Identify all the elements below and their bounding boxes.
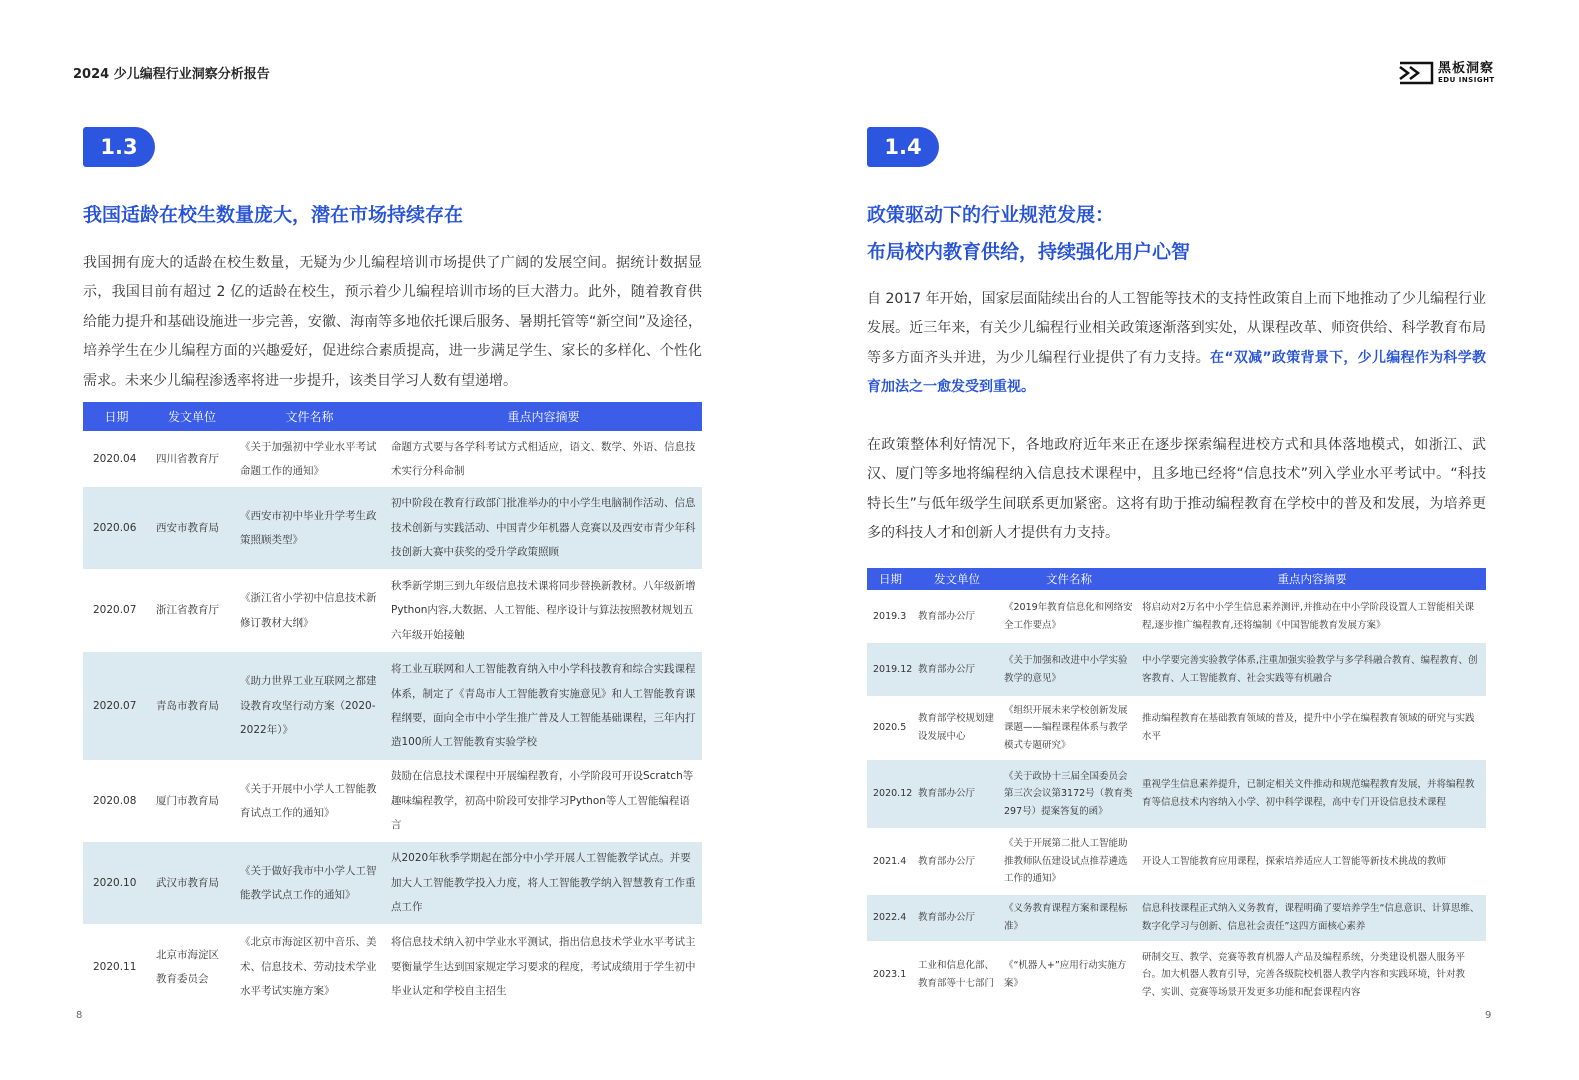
cell-summary: 推动编程教育在基础教育领域的普及，提升中小学在编程教育领域的研究与实践水平 <box>1142 713 1475 742</box>
cell-doc: 《2019年教育信息化和网络安全工作要点》 <box>1004 601 1133 631</box>
table-row <box>83 487 702 569</box>
section-heading-left: 我国适龄在校生数量庞大，潜在市场持续存在 <box>83 204 464 226</box>
brand-logo-icon <box>1398 61 1434 85</box>
cell-doc: 《北京市海淀区初中音乐、美术、信息技术、劳动技术学业水平考试实施方案》 <box>240 936 377 998</box>
cell-doc: 《关于政协十三届全国委员会第三次会议第3172号（教育类297号）提案答复的函》 <box>1004 770 1133 817</box>
cell-summary: 将启动对2万名中小学生信息素养测评,并推动在中小学阶段设置人工智能相关课程,逐步推广编程教育,还将编制《中国智能教育发展方案》 <box>1142 601 1475 631</box>
cell-doc: 《义务教育课程方案和课程标准》 <box>1004 903 1128 932</box>
table-header-row <box>83 402 702 431</box>
table-row <box>867 590 1486 643</box>
cell-summary: 将工业互联网和人工智能教育纳入中小学科技教育和综合实践课程体系，制定了《青岛市人工智能教育实施意见》和人工智能教育课程纲要，面向全市中小学生推广普及人工智能基础课程，三年内打造100所人工智能教育实验学校 <box>391 663 696 749</box>
cell-date: 2021.4 <box>873 855 907 867</box>
cell-summary: 研制交互、教学、竞赛等教育机器人产品及编程系统，分类建设机器人服务平台。加大机器人教育引导，完善各级院校机器人教学内容和实践环境，针对教学、实训、竞赛等场景开发更多功能和配套课程内容 <box>1142 951 1466 998</box>
cell-summary: 将信息技术纳入初中学业水平测试，指出信息技术学业水平考试主要衡量学生达到国家规定学习要求的程度，考试成绩用于学生初中毕业认定和学校自主招生 <box>391 936 696 998</box>
page-number-right: 9 <box>1485 1010 1492 1021</box>
cell-unit: 武汉市教育局 <box>156 876 219 889</box>
table-row <box>867 696 1486 760</box>
col-header-date: 日期 <box>879 572 902 586</box>
col-header-doc: 文件名称 <box>285 410 334 424</box>
cell-unit: 青岛市教育局 <box>156 699 219 712</box>
col-header-unit: 发文单位 <box>934 572 980 586</box>
cell-date: 2020.10 <box>93 876 137 889</box>
cell-doc: 《组织开展未来学校创新发展课题——编程课程体系与教学模式专题研究》 <box>1004 704 1128 751</box>
cell-doc: 《关于加强和改进中小学实验教学的意见》 <box>1004 654 1128 684</box>
table-row <box>83 652 702 760</box>
cell-unit: 教育部办公厅 <box>918 663 976 675</box>
cell-summary: 信息科技课程正式纳入义务教育，课程明确了要培养学生“信息意识、计算思维、数字化学习与创新、信息社会责任”这四方面核心素养 <box>1142 903 1480 932</box>
cell-unit: 厦门市教育局 <box>156 794 219 807</box>
cell-summary: 秋季新学期三到九年级信息技术课将同步替换新教材。八年级新增Python内容,大数据、人工智能、程序设计与算法按照教材规划五六年级开始接触 <box>391 579 696 641</box>
cell-date: 2020.04 <box>93 452 137 465</box>
cell-date: 2020.11 <box>93 960 137 973</box>
section-heading-right-line2: 布局校内教育供给，持续强化用户心智 <box>867 241 1191 263</box>
body-paragraph-right-2: 在政策整体利好情况下，各地政府近年来正在逐步探索编程进校方式和具体落地模式，如浙江、武汉、厦门等多地将编程纳入信息技术课程中，且多地已经将“信息技术”列入学业水平考试中。“科技特长生”与低年级学生间联系更加紧密。这将有助于推动编程教育在学校中的普及和发展，为培养更多的科技人才和创新人才提供有力支持。 <box>867 437 1486 542</box>
cell-doc: 《关于开展第二批人工智能助推教师队伍建设试点推荐遴选工作的通知》 <box>1004 838 1128 885</box>
cell-doc: 《助力世界工业互联网之都建设教育攻坚行动方案（2020-2022年）》 <box>240 675 377 737</box>
table-row <box>83 569 702 652</box>
cell-doc: 《西安市初中毕业升学考生政策照顾类型》 <box>240 509 377 546</box>
page-number-left: 8 <box>76 1010 83 1021</box>
cell-date: 2023.1 <box>873 969 907 981</box>
body-paragraph-right-1 <box>867 285 1486 403</box>
cell-unit: 教育部学校规划建设发展中心 <box>918 713 995 742</box>
cell-unit: 教育部办公厅 <box>918 912 976 924</box>
body-paragraph-left: 我国拥有庞大的适龄在校生数量，无疑为少儿编程培训市场提供了广阔的发展空间。据统计数据显示，我国目前有超过 2 亿的适龄在校生，预示着少儿编程培训市场的巨大潜力。此外，随着教育供给能力提升和基础设施进一步完善，安徽、海南等多地依托课后服务、暑期托管等“新空间”及途径，培养学生在少儿编程方面的兴趣爱好，促进综合素质提高，进一步满足学生、家长的多样化、个性化需求。未来少儿编程渗透率将进一步提升，该类目学习人数有望递增。 <box>83 255 702 389</box>
cell-unit: 西安市教育局 <box>156 521 219 534</box>
table-row <box>83 760 702 842</box>
col-header-summary: 重点内容摘要 <box>507 410 580 424</box>
table-row <box>867 895 1486 941</box>
cell-date: 2020.08 <box>93 794 137 807</box>
cell-unit: 浙江省教育厅 <box>156 604 219 617</box>
cell-unit: 教育部办公厅 <box>918 788 976 800</box>
cell-date: 2020.12 <box>873 788 913 800</box>
cell-unit: 工业和信息化部、教育部等十七部门 <box>918 960 995 989</box>
col-header-date: 日期 <box>104 410 129 424</box>
col-header-summary: 重点内容摘要 <box>1277 572 1347 586</box>
cell-unit: 北京市海淀区教育委员会 <box>156 948 219 985</box>
section-badge-left: 1.3 <box>83 127 155 167</box>
policy-table-right <box>867 568 1486 1009</box>
table-row <box>867 643 1486 696</box>
section-badge-right: 1.4 <box>867 127 939 167</box>
paragraph-highlight: 在“双减”政策背景下，少儿编程作为科学教育加法之一愈发受到重视。 <box>867 349 1486 396</box>
table-row <box>83 431 702 487</box>
col-header-unit: 发文单位 <box>167 410 216 424</box>
cell-date: 2020.5 <box>873 722 907 734</box>
cell-summary: 命题方式要与各学科考试方式相适应，语文、数学、外语、信息技术实行分科命制 <box>391 440 696 477</box>
cell-summary: 开设人工智能教育应用课程，探索培养适应人工智能等新技术挑战的教师 <box>1142 855 1447 867</box>
table-row <box>83 842 702 924</box>
cell-date: 2019.12 <box>873 663 913 675</box>
table-row <box>867 760 1486 828</box>
brand-logo <box>1398 60 1495 86</box>
cell-date: 2022.4 <box>873 912 907 924</box>
cell-unit: 教育部办公厅 <box>918 610 976 622</box>
table-header-row <box>867 568 1486 590</box>
logo-text-en: EDU INSIGHT <box>1438 76 1495 84</box>
policy-table-left <box>83 402 702 1010</box>
table-row <box>83 924 702 1010</box>
table-row <box>867 828 1486 895</box>
report-title: 2024 少儿编程行业洞察分析报告 <box>73 67 270 82</box>
cell-unit: 教育部办公厅 <box>918 855 976 867</box>
cell-date: 2020.06 <box>93 521 137 534</box>
cell-date: 2020.07 <box>93 604 137 617</box>
cell-date: 2019.3 <box>873 610 907 622</box>
cell-doc: 《“机器人+”应用行动实施方案》 <box>1004 960 1127 989</box>
cell-doc: 《关于开展中小学人工智能教育试点工作的通知》 <box>240 782 377 819</box>
cell-date: 2020.07 <box>93 699 137 712</box>
col-header-doc: 文件名称 <box>1046 572 1092 586</box>
logo-text-cn: 黑板洞察 <box>1438 61 1495 76</box>
cell-unit: 四川省教育厅 <box>156 452 219 465</box>
section-heading-right-line1: 政策驱动下的行业规范发展： <box>867 204 1115 226</box>
cell-summary: 重视学生信息素养提升，已制定相关文件推动和规范编程教育发展，并将编程教育等信息技术内容纳入小学、初中科学课程，高中专门开设信息技术课程 <box>1142 779 1475 808</box>
cell-doc: 《浙江省小学初中信息技术新修订教材大纲》 <box>240 592 377 629</box>
paragraph-text: 自 2017 年开始，国家层面陆续出台的人工智能等技术的支持性政策自上而下地推动了少儿编程行业发展。近三年来，有关少儿编程行业相关政策逐渐落到实处，从课程改革、师资供给、科学教育布局等多方面齐头并进，为少儿编程行业提供了有力支持。 <box>867 291 1486 366</box>
cell-summary: 鼓励在信息技术课程中开展编程教育，小学阶段可开设Scratch等趣味编程教学，初高中阶段可安排学习Python等人工智能编程语言 <box>391 770 694 832</box>
cell-summary: 中小学要完善实验教学体系,注重加强实验教学与多学科融合教育、编程教育、创客教育、人工智能教育、社会实践等有机融合 <box>1142 654 1478 684</box>
cell-summary: 从2020年秋季学期起在部分中小学开展人工智能教学试点。并要加大人工智能教学投入力度，将人工智能教学纳入智慧教育工作重点工作 <box>391 852 696 914</box>
table-row <box>867 941 1486 1009</box>
cell-summary: 初中阶段在教育行政部门批准举办的中小学生电脑制作活动、信息技术创新与实践活动、中国青少年机器人竞赛以及西安市青少年科技创新大赛中获奖的受升学政策照顾 <box>391 497 696 559</box>
cell-doc: 《关于加强初中学业水平考试命题工作的通知》 <box>240 440 377 477</box>
cell-doc: 《关于做好我市中小学人工智能教学试点工作的通知》 <box>240 864 377 901</box>
